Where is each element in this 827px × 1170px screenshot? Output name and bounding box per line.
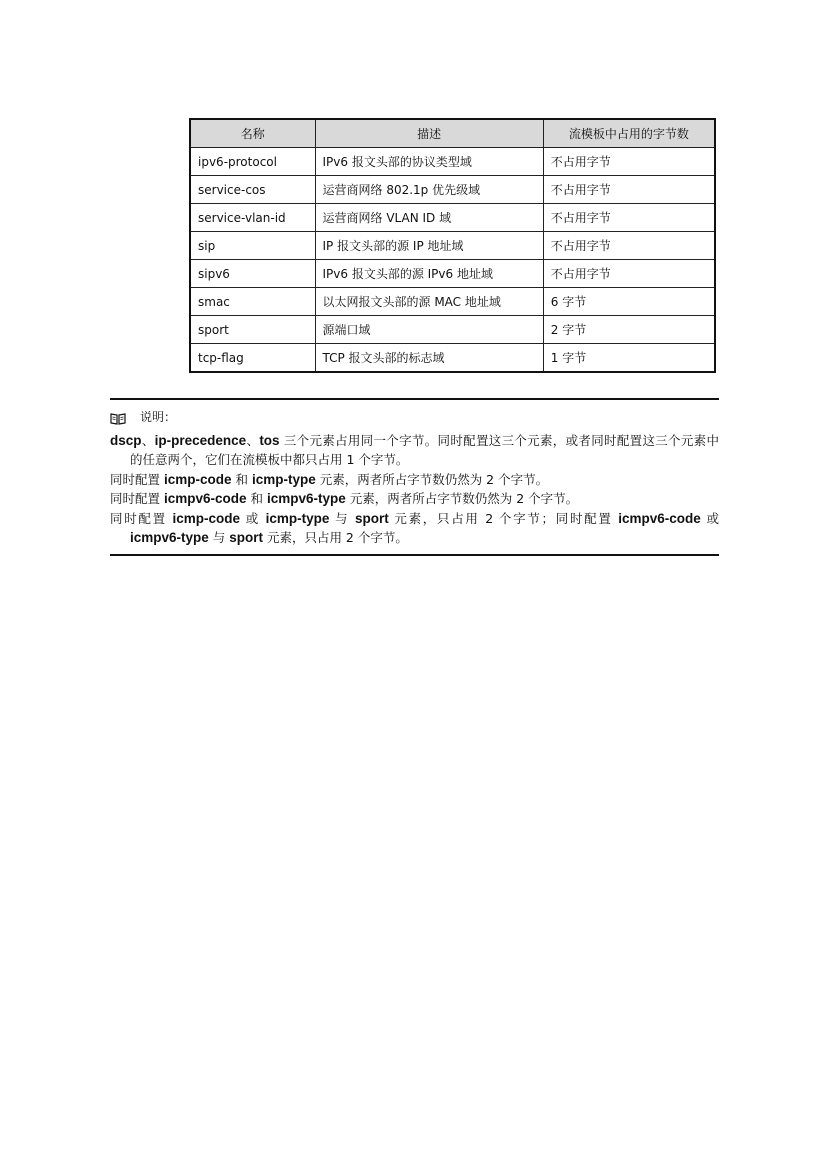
note-line-1 — [110, 431, 719, 470]
note-text: 元素，两者所占字节数仍然为 2 个字节。 — [345, 491, 579, 506]
keyword: icmpv6-type — [266, 491, 346, 506]
cell-description: 运营商网络 VLAN ID 域 — [315, 204, 543, 232]
keyword: icmpv6-type — [130, 530, 209, 545]
note-line-4 — [110, 509, 719, 548]
keyword: icmpv6-code — [163, 491, 247, 506]
cell-name: sip — [190, 232, 315, 260]
keyword: dscp — [110, 432, 142, 448]
keyword: icmp-type — [265, 510, 330, 526]
keyword: sport — [229, 530, 263, 545]
note-text: 或 — [240, 510, 266, 526]
keyword: icmpv6-code — [618, 510, 701, 526]
header-bytes: 流模板中占用的字节数 — [543, 119, 715, 148]
cell-description: 源端口域 — [315, 316, 543, 344]
cell-description: TCP 报文头部的标志域 — [315, 344, 543, 373]
note-title: 说明： — [140, 410, 177, 424]
cell-description: 运营商网络 802.1p 优先级域 — [315, 176, 543, 204]
cell-name: service-cos — [190, 176, 315, 204]
cell-name: tcp-flag — [190, 344, 315, 373]
note-line-3 — [110, 489, 719, 509]
keyword: icmp-type — [251, 471, 316, 487]
cell-name: service-vlan-id — [190, 204, 315, 232]
table-row — [190, 148, 715, 176]
note-text: 与 — [208, 530, 230, 545]
keyword: icmp-code — [163, 471, 232, 487]
note-text: 和 — [246, 491, 267, 506]
table-row — [190, 288, 715, 316]
field-byte-table — [189, 118, 716, 373]
table-row — [190, 344, 715, 373]
note-text: 元素，只占用 2 个字节；同时配置 — [388, 510, 619, 526]
cell-bytes: 6 字节 — [543, 288, 715, 316]
keyword: sport — [354, 510, 389, 526]
note-text: 元素，只占用 2 个字节。 — [262, 530, 408, 545]
cell-bytes: 不占用字节 — [543, 260, 715, 288]
note-text: 与 — [329, 510, 355, 526]
cell-bytes: 1 字节 — [543, 344, 715, 373]
separator: 、 — [246, 432, 260, 448]
cell-name: ipv6-protocol — [190, 148, 315, 176]
note-text: 同时配置 — [110, 491, 164, 506]
table-row — [190, 232, 715, 260]
keyword: tos — [259, 432, 280, 448]
keyword: ip-precedence — [154, 432, 247, 448]
cell-description: 以太网报文头部的源 MAC 地址域 — [315, 288, 543, 316]
note-text: 和 — [231, 471, 252, 487]
table-header-row — [190, 119, 715, 148]
table-row — [190, 204, 715, 232]
note-line-2 — [110, 470, 719, 490]
cell-name: smac — [190, 288, 315, 316]
separator: 、 — [141, 432, 155, 448]
cell-bytes: 不占用字节 — [543, 176, 715, 204]
note-header — [110, 408, 719, 428]
cell-description: IP 报文头部的源 IP 地址域 — [315, 232, 543, 260]
cell-name: sipv6 — [190, 260, 315, 288]
note-text: 同时配置 — [110, 471, 164, 487]
note-text: 元素，两者所占字节数仍然为 2 个字节。 — [315, 471, 549, 487]
cell-bytes: 不占用字节 — [543, 148, 715, 176]
cell-bytes: 2 字节 — [543, 316, 715, 344]
header-name: 名称 — [190, 119, 315, 148]
table-row — [190, 316, 715, 344]
cell-name: sport — [190, 316, 315, 344]
note-box — [110, 398, 719, 556]
book-icon — [110, 412, 126, 424]
note-text: 三个元素占用同一个字节。同时配置这三个元素，或者同时配置这三个元素中的任意两个，它们在流模板中都只占用 1 个字节。 — [130, 432, 719, 467]
keyword: icmp-code — [172, 510, 241, 526]
cell-description: IPv6 报文头部的源 IPv6 地址域 — [315, 260, 543, 288]
cell-bytes: 不占用字节 — [543, 232, 715, 260]
header-description: 描述 — [315, 119, 543, 148]
note-text: 同时配置 — [110, 510, 173, 526]
cell-bytes: 不占用字节 — [543, 204, 715, 232]
table-row — [190, 260, 715, 288]
cell-description: IPv6 报文头部的协议类型域 — [315, 148, 543, 176]
note-text: 或 — [700, 510, 719, 526]
table-row — [190, 176, 715, 204]
